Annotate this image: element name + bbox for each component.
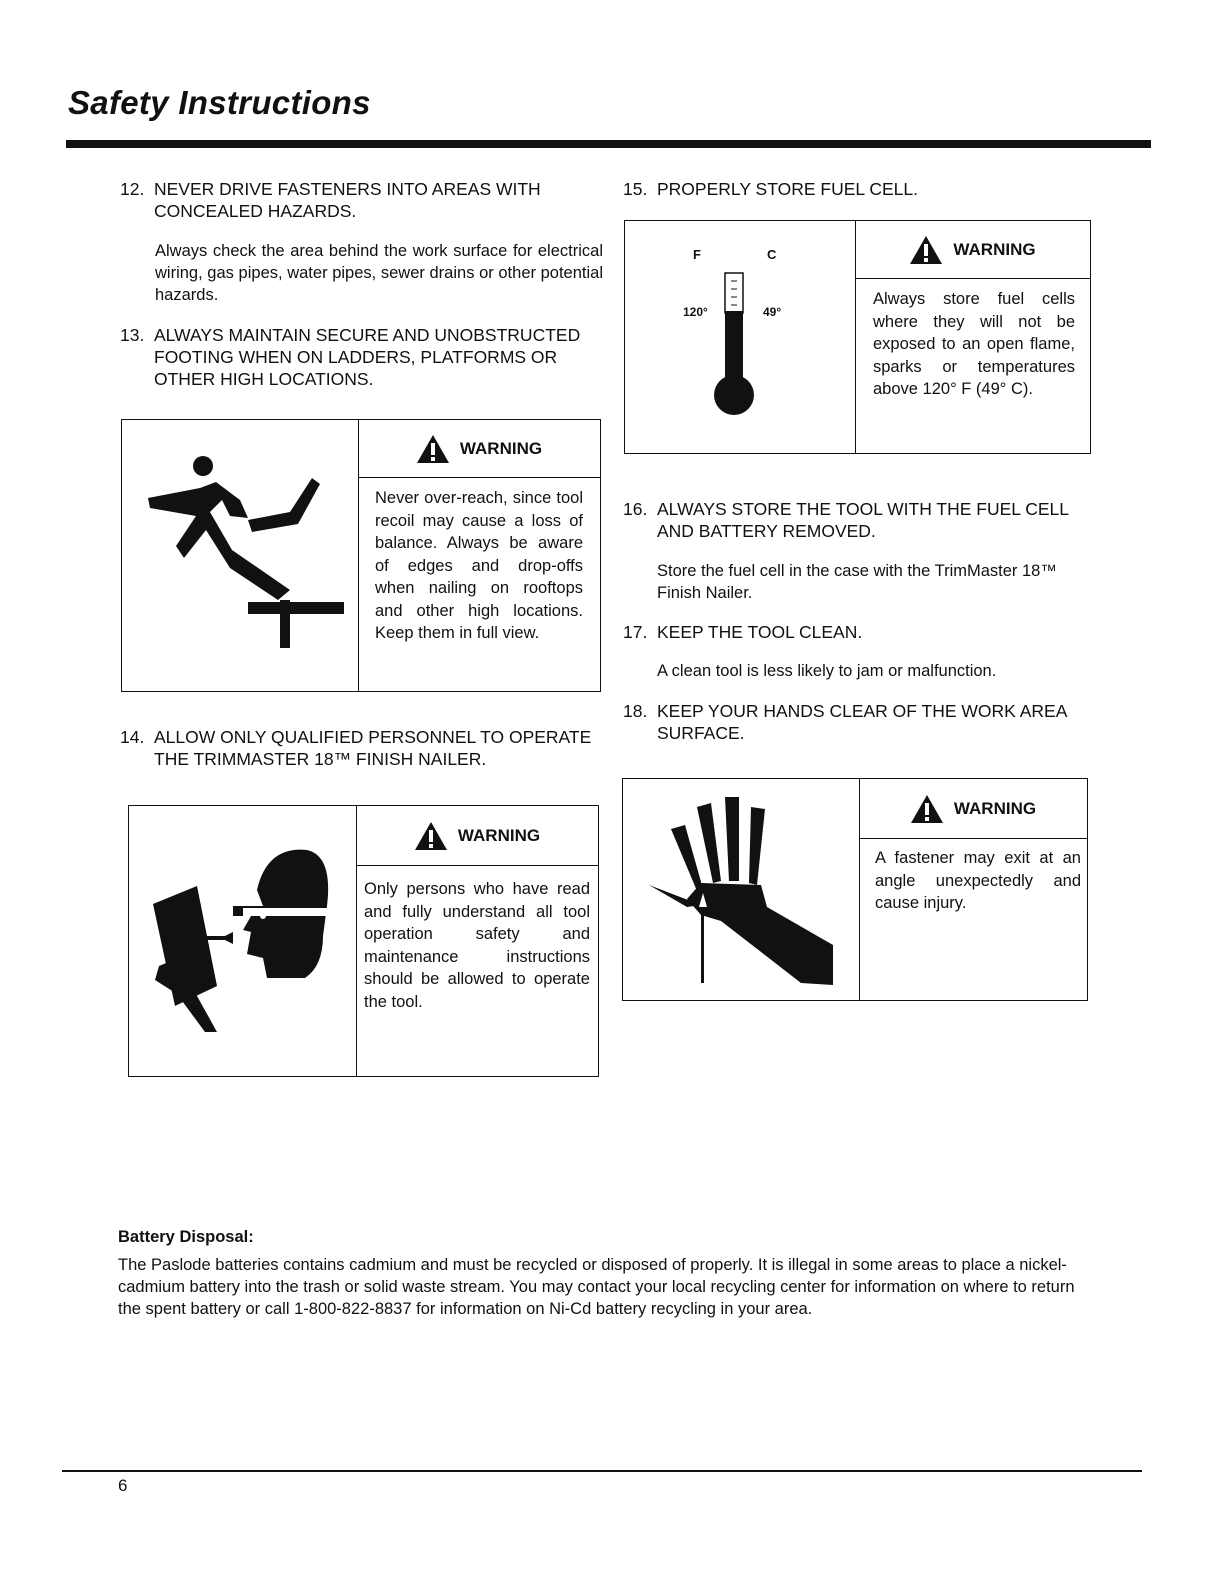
battery-disposal-text: The Paslode batteries contains cadmium and must be recycled or disposed of properly. It is illegal in some areas to place a nickel-cadmium battery into the trash or solid waste stream. You may contact your local recycling center for information on where to return the spent battery or call 1-800-822-8837 for information on Ni-Cd battery recycling in your area.: [118, 1256, 1075, 1318]
title-rule: [66, 140, 1151, 148]
item-number: 15.: [623, 179, 648, 199]
item-16-heading: [623, 498, 1093, 542]
read-manual-icon: [147, 846, 337, 1036]
item-heading-line: FOOTING WHEN ON LADDERS, PLATFORMS OR: [154, 347, 558, 367]
thermometer-label-f: F: [693, 247, 701, 262]
warning-box-personnel: [128, 805, 599, 1077]
item-12-body: Always check the area behind the work surface for electrical wiring, gas pipes, water pipes, sewer drains or other potential hazards.: [155, 242, 603, 304]
item-heading-line: ALWAYS MAINTAIN SECURE AND UNOBSTRUCTED: [154, 325, 581, 345]
warning-label: WARNING: [457, 825, 541, 845]
item-heading-line: CONCEALED HAZARDS.: [154, 201, 357, 221]
thermometer-icon: [709, 271, 759, 421]
warning-triangle-icon: [416, 434, 450, 464]
footer-rule: [62, 1470, 1142, 1472]
item-15-heading: [623, 178, 1093, 200]
falling-person-icon: [140, 450, 350, 655]
warning-header: [356, 806, 598, 866]
warning-text-balance: Never over-reach, since tool recoil may cause a loss of balance. Always be aware of edges and drop-offs when nailing on rooftops and other high locations. Keep them in full view.: [375, 489, 583, 642]
item-heading-line: SURFACE.: [657, 723, 745, 743]
warning-text-personnel: Only persons who have read and fully understand all tool operation safety and maintenance instructions should be allowed to operate the tool.: [364, 880, 590, 1011]
item-12-heading: [120, 178, 605, 222]
warning-text-hands: A fastener may exit at an angle unexpectedly and cause injury.: [875, 849, 1081, 912]
battery-disposal-heading: Battery Disposal:: [118, 1228, 254, 1246]
item-heading-line: NEVER DRIVE FASTENERS INTO AREAS WITH: [154, 179, 541, 199]
warning-box-balance: [121, 419, 601, 692]
item-heading-line: OTHER HIGH LOCATIONS.: [154, 369, 374, 389]
item-heading-line: THE TRIMMASTER 18™ FINISH NAILER.: [154, 749, 487, 769]
thermometer-temp-c: 49°: [763, 305, 782, 319]
warning-triangle-icon: [414, 821, 448, 851]
item-14-heading: [120, 726, 610, 770]
item-number: 12.: [120, 179, 145, 199]
item-number: 16.: [623, 499, 648, 519]
item-number: 18.: [623, 701, 648, 721]
item-17-heading: [623, 621, 1093, 643]
item-heading-line: AND BATTERY REMOVED.: [657, 521, 876, 541]
item-number: 17.: [623, 622, 648, 642]
thermometer-temp-f: 120°: [683, 305, 708, 319]
warning-label: WARNING: [953, 798, 1037, 818]
item-13-heading: [120, 324, 605, 390]
warning-text-fuel: Always store fuel cells where they will not be exposed to an open flame, sparks or temperatures above 120° F (49° C).: [873, 290, 1075, 398]
warning-header: [358, 420, 600, 478]
warning-header: [859, 779, 1087, 839]
item-heading-line: ALWAYS STORE THE TOOL WITH THE FUEL CELL: [657, 499, 1069, 519]
item-number: 13.: [120, 325, 145, 345]
item-number: 14.: [120, 727, 145, 747]
warning-label: WARNING: [953, 239, 1036, 259]
thermometer-label-c: C: [767, 247, 777, 262]
warning-label: WARNING: [459, 438, 543, 458]
warning-box-hands: [622, 778, 1088, 1001]
warning-header: [855, 221, 1090, 279]
warning-triangle-icon: [910, 794, 944, 824]
page-number: 6: [118, 1476, 128, 1495]
item-18-heading: [623, 700, 1093, 744]
hand-icon: [641, 789, 841, 989]
warning-box-fuel: [624, 220, 1091, 454]
item-heading-line: KEEP THE TOOL CLEAN.: [657, 622, 863, 642]
item-heading-line: KEEP YOUR HANDS CLEAR OF THE WORK AREA: [657, 701, 1068, 721]
warning-triangle-icon: [909, 235, 943, 265]
item-16-body: Store the fuel cell in the case with the TrimMaster 18™ Finish Nailer.: [657, 562, 1057, 602]
page-title: Safety Instructions: [68, 84, 371, 121]
item-heading-line: PROPERLY STORE FUEL CELL.: [657, 179, 918, 199]
item-17-body: A clean tool is less likely to jam or malfunction.: [657, 662, 997, 680]
item-heading-line: ALLOW ONLY QUALIFIED PERSONNEL TO OPERATE: [154, 727, 592, 747]
